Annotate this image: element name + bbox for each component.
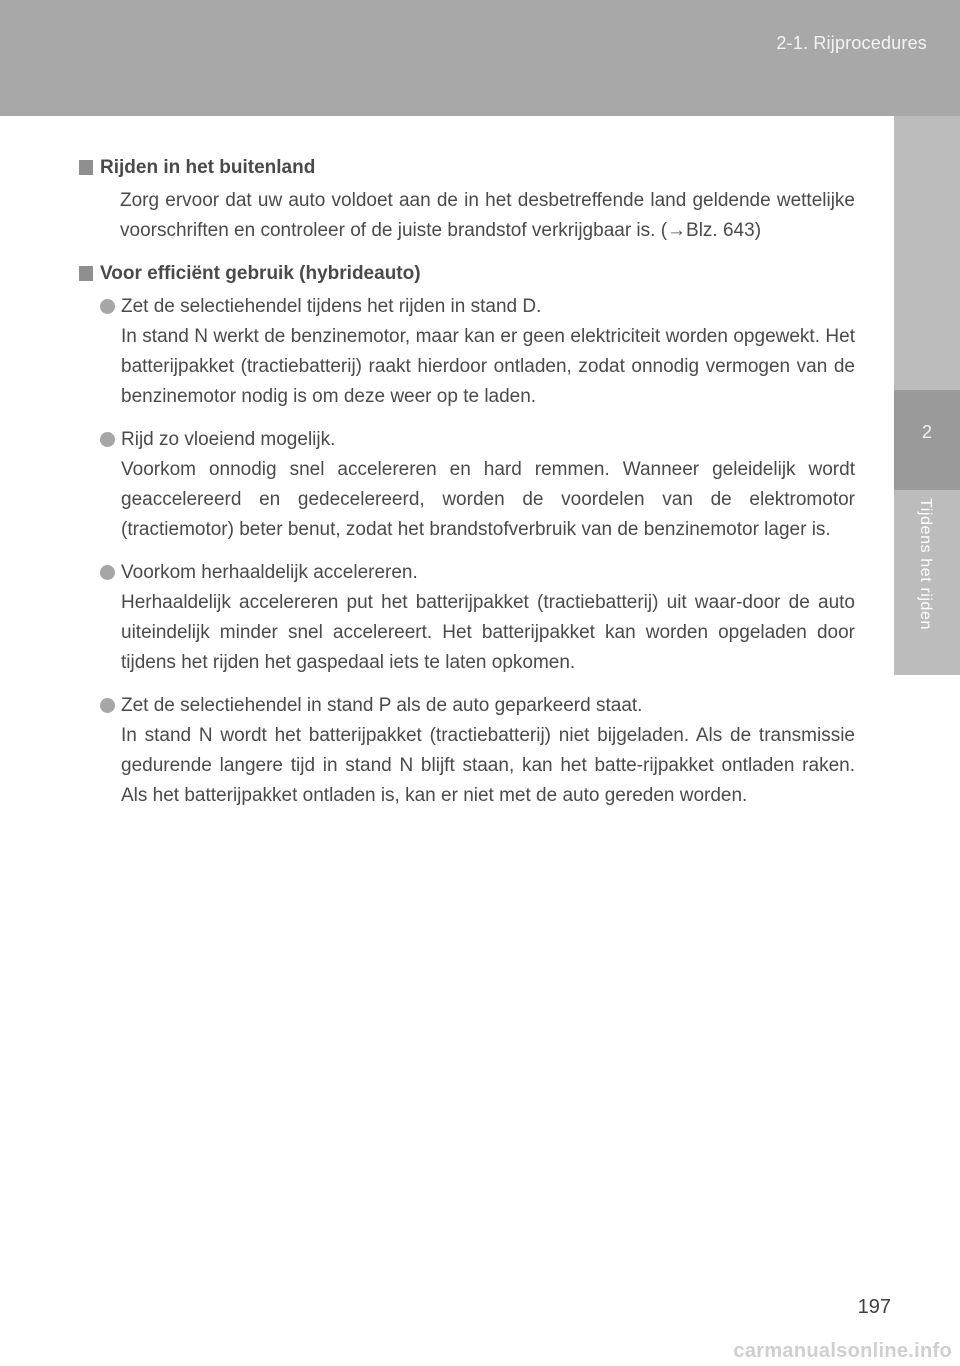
section-heading-text: Rijden in het buitenland <box>100 157 316 178</box>
list-item <box>100 691 855 811</box>
section-heading <box>79 153 834 183</box>
list-item-title: Voorkom herhaaldelijk accelereren. <box>121 562 418 583</box>
circle-bullet-icon <box>100 565 115 580</box>
section-heading <box>79 259 834 289</box>
list-item-title: Zet de selectiehendel tijdens het rijden in stand D. <box>121 296 542 317</box>
page-number: 197 <box>857 1296 891 1318</box>
square-bullet-icon <box>79 160 93 175</box>
watermark: carmanualsonline.info <box>733 1340 952 1362</box>
list-item-title: Rijd zo vloeiend mogelijk. <box>121 429 336 450</box>
list-item-body: Herhaaldelijk accelereren put het batterijpakket (tractiebatterij) uit waar-door de auto uiteindelijk minder snel accelereert. Het batterijpakket kan worden opgeladen door tijdens het rijden het gaspedaal iets te laten opkomen. <box>121 592 855 673</box>
header-band <box>0 0 960 116</box>
list-item <box>100 292 855 412</box>
list-item-title: Zet de selectiehendel in stand P als de auto geparkeerd staat. <box>121 695 643 716</box>
list-item-body: In stand N werkt de benzinemotor, maar kan er geen elektriciteit worden opgewekt. Het batterijpakket (tractiebatterij) raakt hierdoor ontladen, zodat onnodig vermogen van de benzinemotor nodig is om deze weer op te laden. <box>121 326 855 407</box>
list-item-body: In stand N wordt het batterijpakket (tractiebatterij) niet bijgeladen. Als de transmissie gedurende langere tijd in stand N blijft staan, kan het batte-rijpakket ontladen raken. Als het batterijpakket ontladen is, kan er niet met de auto gereden worden. <box>121 725 855 806</box>
list-item <box>100 558 855 678</box>
chapter-number: 2 <box>921 422 932 442</box>
chapter-label: Tijdens het rijden <box>917 498 934 631</box>
square-bullet-icon <box>79 266 93 281</box>
section-paragraph: Zorg ervoor dat uw auto voldoet aan de in het desbetreffende land geldende wettelijke voorschriften en controleer of de juiste brandstof verkrijgbaar is. (→Blz. 643) <box>120 190 855 241</box>
list-item <box>100 425 855 545</box>
section-title: 2-1. Rijprocedures <box>776 33 927 53</box>
circle-bullet-icon <box>100 698 115 713</box>
list-item-body: Voorkom onnodig snel accelereren en hard remmen. Wanneer geleidelijk wordt geaccelereerd en gedecelereerd, worden de voordelen van de elektromotor (tractiemotor) beter benut, zodat het brandstofverbruik van de benzinemotor lager is. <box>121 459 855 540</box>
circle-bullet-icon <box>100 299 115 314</box>
section-heading-text: Voor efficiënt gebruik (hybrideauto) <box>100 263 421 284</box>
circle-bullet-icon <box>100 432 115 447</box>
page-content <box>100 153 855 824</box>
